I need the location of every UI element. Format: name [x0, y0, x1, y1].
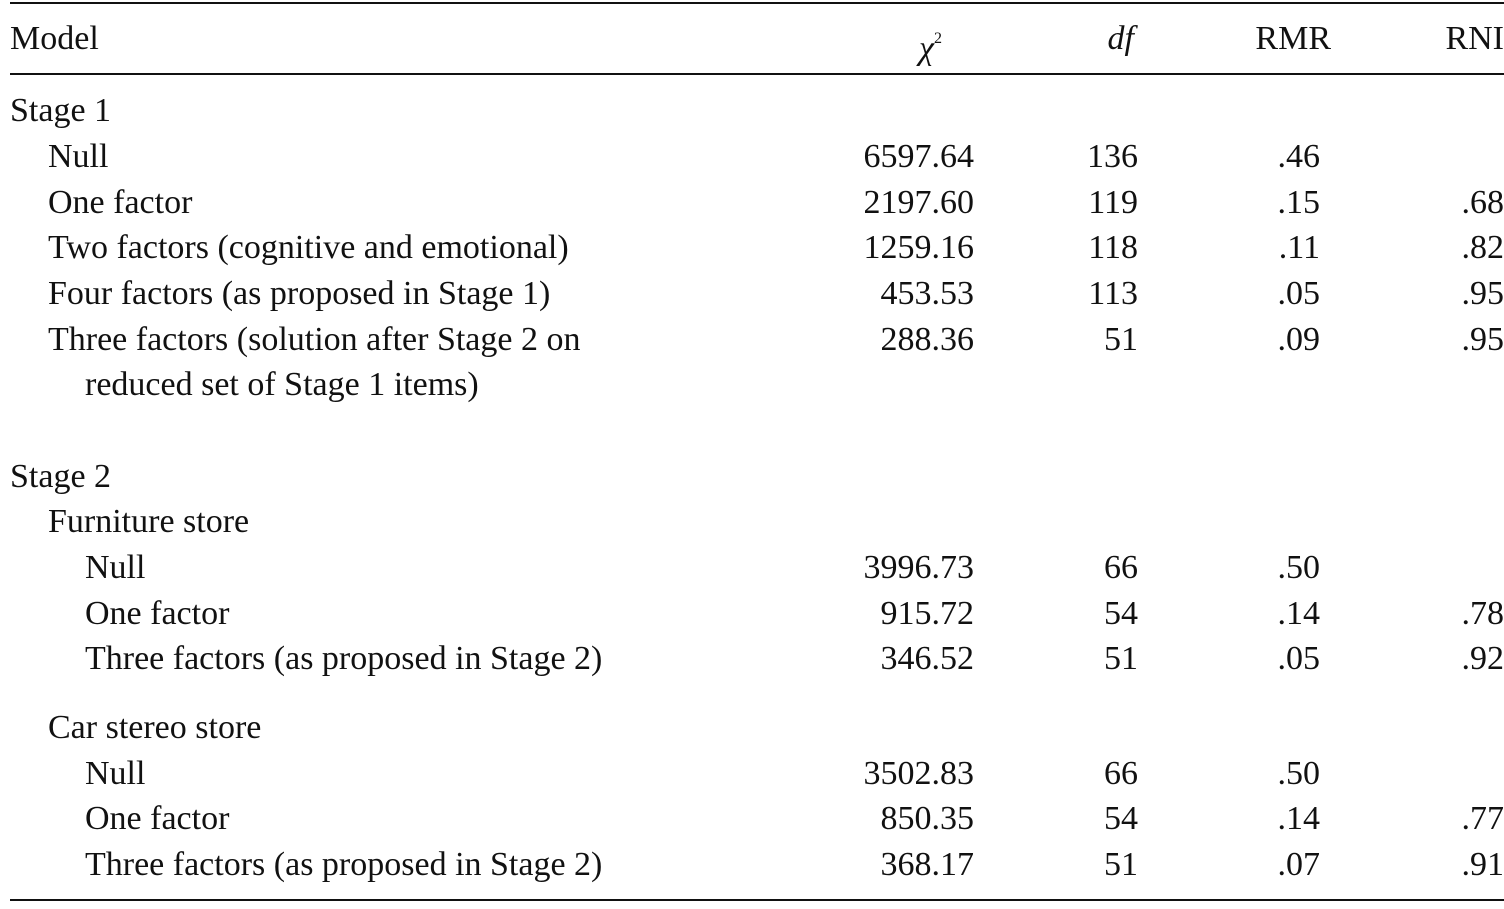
chi-value: 6597.64: [863, 138, 974, 175]
header-chi-square: [919, 17, 942, 71]
model-label: One factor: [48, 184, 193, 221]
chi-superscript: 2: [934, 30, 942, 47]
stage1-heading-row: [10, 89, 1504, 133]
table-row: [10, 797, 1504, 841]
bottom-rule: [10, 899, 1504, 901]
header-row: [10, 17, 1504, 67]
table-row: [10, 752, 1504, 796]
df-value: 51: [1104, 640, 1138, 677]
rni-value: .92: [1461, 640, 1504, 677]
table-row: [10, 592, 1504, 636]
rni-value: .82: [1461, 229, 1504, 266]
stage2-title: Stage 2: [10, 458, 112, 495]
model-label: Four factors (as proposed in Stage 1): [48, 275, 551, 312]
model-label: Null: [48, 138, 109, 175]
chi-value: 3996.73: [863, 549, 974, 586]
df-value: 119: [1088, 184, 1138, 221]
rmr-value: .11: [1278, 229, 1320, 266]
df-value: 51: [1104, 321, 1138, 358]
model-label: Null: [85, 549, 146, 586]
chi-value: 3502.83: [863, 755, 974, 792]
table-row: [10, 135, 1504, 179]
model-label: Three factors (solution after Stage 2 on: [48, 321, 581, 358]
car-stereo-heading-row: [10, 706, 1504, 750]
furniture-heading-row: [10, 500, 1504, 544]
rni-value: .91: [1461, 846, 1504, 883]
chi-value: 2197.60: [863, 184, 974, 221]
df-value: 113: [1088, 275, 1138, 312]
chi-value: 915.72: [880, 595, 974, 632]
df-value: 51: [1104, 846, 1138, 883]
table-row: [10, 272, 1504, 316]
top-rule: [10, 2, 1504, 4]
chi-symbol: χ: [919, 30, 934, 67]
chi-value: 453.53: [880, 275, 974, 312]
rmr-value: .05: [1277, 275, 1320, 312]
rni-value: .68: [1461, 184, 1504, 221]
header-df: df: [1107, 20, 1134, 57]
rni-value: .77: [1461, 800, 1504, 837]
header-model: Model: [10, 20, 99, 57]
model-label: One factor: [85, 800, 230, 837]
chi-value: 346.52: [880, 640, 974, 677]
table-row: [10, 226, 1504, 270]
model-label-continuation: reduced set of Stage 1 items): [85, 366, 479, 403]
model-label: Three factors (as proposed in Stage 2): [85, 640, 603, 677]
df-value: 54: [1104, 595, 1138, 632]
table-row-continuation: [10, 363, 1504, 407]
stage1-title: Stage 1: [10, 92, 112, 129]
df-value: 66: [1104, 549, 1138, 586]
rmr-value: .14: [1277, 595, 1320, 632]
df-value: 66: [1104, 755, 1138, 792]
table-row: [10, 181, 1504, 225]
rni-value: .95: [1461, 275, 1504, 312]
car-stereo-store-title: Car stereo store: [48, 709, 262, 746]
model-label: Three factors (as proposed in Stage 2): [85, 846, 603, 883]
chi-value: 850.35: [880, 800, 974, 837]
table-row: [10, 318, 1504, 362]
rmr-value: .09: [1277, 321, 1320, 358]
table-row: [10, 546, 1504, 590]
model-label: One factor: [85, 595, 230, 632]
chi-value: 368.17: [880, 846, 974, 883]
table-row: [10, 637, 1504, 681]
header-rmr: RMR: [1255, 20, 1331, 57]
rmr-value: .14: [1277, 800, 1320, 837]
rni-value: .78: [1461, 595, 1504, 632]
fit-statistics-table: [10, 0, 1504, 909]
chi-value: 1259.16: [863, 229, 974, 266]
rmr-value: .50: [1277, 755, 1320, 792]
rmr-value: .50: [1277, 549, 1320, 586]
rni-value: .95: [1461, 321, 1504, 358]
rmr-value: .15: [1277, 184, 1320, 221]
table-row: [10, 843, 1504, 887]
df-value: 54: [1104, 800, 1138, 837]
model-label: Null: [85, 755, 146, 792]
furniture-store-title: Furniture store: [48, 503, 250, 540]
df-value: 136: [1087, 138, 1138, 175]
stage2-heading-row: [10, 455, 1504, 499]
rmr-value: .46: [1277, 138, 1320, 175]
rmr-value: .07: [1277, 846, 1320, 883]
header-rni: RNI: [1445, 20, 1504, 57]
header-rule: [10, 73, 1504, 75]
df-value: 118: [1088, 229, 1138, 266]
chi-value: 288.36: [880, 321, 974, 358]
rmr-value: .05: [1277, 640, 1320, 677]
model-label: Two factors (cognitive and emotional): [48, 229, 569, 266]
